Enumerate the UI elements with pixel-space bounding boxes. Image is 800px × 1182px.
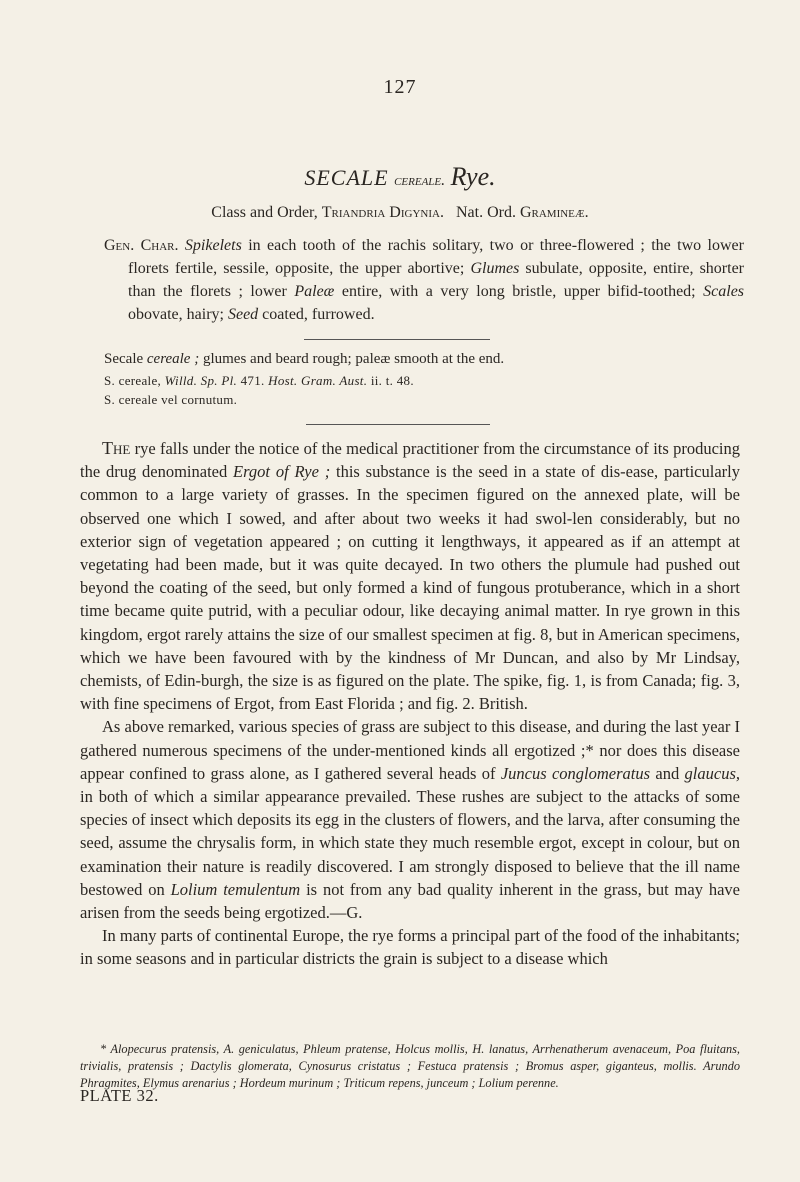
- title-species: cereale.: [394, 172, 446, 189]
- gen-char-text-2: subulate, opposite, entire, shorter than the florets ; lower: [128, 260, 745, 300]
- generic-character-label: Gen. Char.: [104, 237, 179, 254]
- page-number: 127: [383, 76, 417, 98]
- specific-character: [104, 348, 744, 371]
- paragraph-text: this substance is the seed in a state of dis-ease, particularly common to a large variety of grasses. In the specimen figured on the annexed plate, will be observed one which I sowed, and after about two weeks it had swol-len considerably, but no exterior sign of vegetation appeared ; on cutting it lengthways, it appeared as if an attempt at vegetating had been made, but it was quite decayed. In two others the plumule had pushed out beyond the coating of the seed, but only formed a kind of fungous protuberance, which in a short time became quite putrid, with a peculiar odour, like decaying animal matter. In rye grown in this kingdom, ergot rarely attains the size of our smallest specimen at fig. 8, but in American specimens, which we have been favoured with by the kindness of Mr Duncan, and also by Mr Lindsay, chemists, of Edin-burgh, the size is as figured on the plate. The spike, fig. 1, is from Canada; fig. 3, with fine specimens of Ergot, from East Florida ; and fig. 2. British.: [80, 462, 740, 714]
- classification-line: [0, 204, 800, 222]
- term-spikelets: Spikelets: [184, 237, 242, 254]
- species-title: [0, 162, 800, 192]
- paragraph: In many parts of continental Europe, the rye forms a principal part of the food of the inhabitants; in some seasons and in particular districts the grain is subject to a disease which: [80, 926, 740, 969]
- body-text: [80, 437, 740, 971]
- term-lolium: Lolium temulentum: [170, 879, 301, 899]
- class-order: Triandria Digynia.: [321, 204, 444, 221]
- title-genus: SECALE: [304, 165, 389, 190]
- class-label: Class and Order,: [211, 204, 318, 221]
- plate-label: PLATE 32.: [80, 1086, 159, 1105]
- specific-epithet: cereale ;: [146, 351, 200, 367]
- synonym-ref-host: Host. Gram. Aust.: [268, 373, 368, 388]
- paragraph: [80, 715, 740, 924]
- gen-char-text-5: coated, furrowed.: [258, 306, 375, 323]
- divider-rule: [304, 339, 490, 340]
- paragraph-text: in both of which a similar appearance prevailed. These rushes are subject to the attacks of some species of insect which deposits its egg in the clusters of flowers, and the larva, after consuming the seed, assume the chrysalis form, in which state they much resemble ergot, except in colour, but on examination their nature is readily discovered. I am strongly disposed to believe that the ill name bestowed on: [80, 787, 740, 899]
- term-juncus: Juncus conglomeratus: [500, 763, 651, 783]
- paragraph: [80, 437, 740, 715]
- natural-order: Gramineæ.: [519, 204, 589, 221]
- gen-char-text-4: obovate, hairy;: [128, 306, 228, 323]
- synonym-ref-plate: ii. t. 48.: [367, 373, 414, 388]
- synonym-line-1: [104, 372, 744, 390]
- specific-name: Secale: [104, 351, 147, 367]
- term-seed: Seed: [227, 306, 259, 323]
- footnote: * Alopecurus pratensis, A. geniculatus, Phleum pratense, Holcus mollis, H. lanatus, Arrhenatherum avenaceum, Poa fluitans, trivialis, pratensis ; Dactylis glomerata, Cynosurus cristatus ; Festuca pratensis ; Bromus asper, giganteus, mollis. Arundo Phragmites, Elymus arenarius ; Hordeum murinum ; Triticum repens, junceum ; Lolium perenne.: [80, 1042, 740, 1090]
- divider-rule: [306, 424, 490, 425]
- generic-character: [104, 234, 744, 326]
- title-common-name: Rye.: [450, 162, 496, 191]
- synonym-ref-willd: Willd. Sp. Pl.: [164, 373, 238, 388]
- paragraph-text: rye falls under the notice of the medical practitioner from the circumstance of its producing the drug denominated: [80, 439, 740, 482]
- paragraph-text: and: [650, 763, 685, 783]
- specific-description: glumes and beard rough; paleæ smooth at the end.: [199, 351, 505, 367]
- term-paleae: Paleæ: [294, 283, 335, 300]
- synonym-ref-number: 471.: [237, 373, 269, 388]
- gen-char-text-3: entire, with a very long bristle, upper bifid-toothed;: [334, 283, 704, 300]
- paragraph-text: is not from any bad quality inherent in the grass, but may have arisen from the seeds being ergotized.—G.: [80, 879, 740, 923]
- paragraph-text: As above remarked, various species of grass are subject to this disease, and during the last year I gathered numerous specimens of the under-mentioned kinds all ergotized ;* nor does this disease appear confined to grass alone, as I gathered several heads of: [80, 717, 740, 783]
- term-ergot-of-rye: Ergot of Rye ;: [233, 462, 331, 482]
- term-glaucus: glaucus,: [684, 763, 740, 783]
- synonym-line-2: S. cereale vel cornutum.: [104, 392, 238, 407]
- term-scales: Scales: [703, 283, 745, 300]
- term-glumes: Glumes: [470, 260, 520, 277]
- synonym-name: S. cereale,: [104, 373, 165, 388]
- paragraph-opener: The: [102, 438, 131, 458]
- natural-order-label: Nat. Ord.: [455, 204, 516, 221]
- gen-char-text-1: in each tooth of the rachis solitary, two or three-flowered ; the two lower florets fertile, sessile, opposite, the upper abortive;: [128, 237, 744, 277]
